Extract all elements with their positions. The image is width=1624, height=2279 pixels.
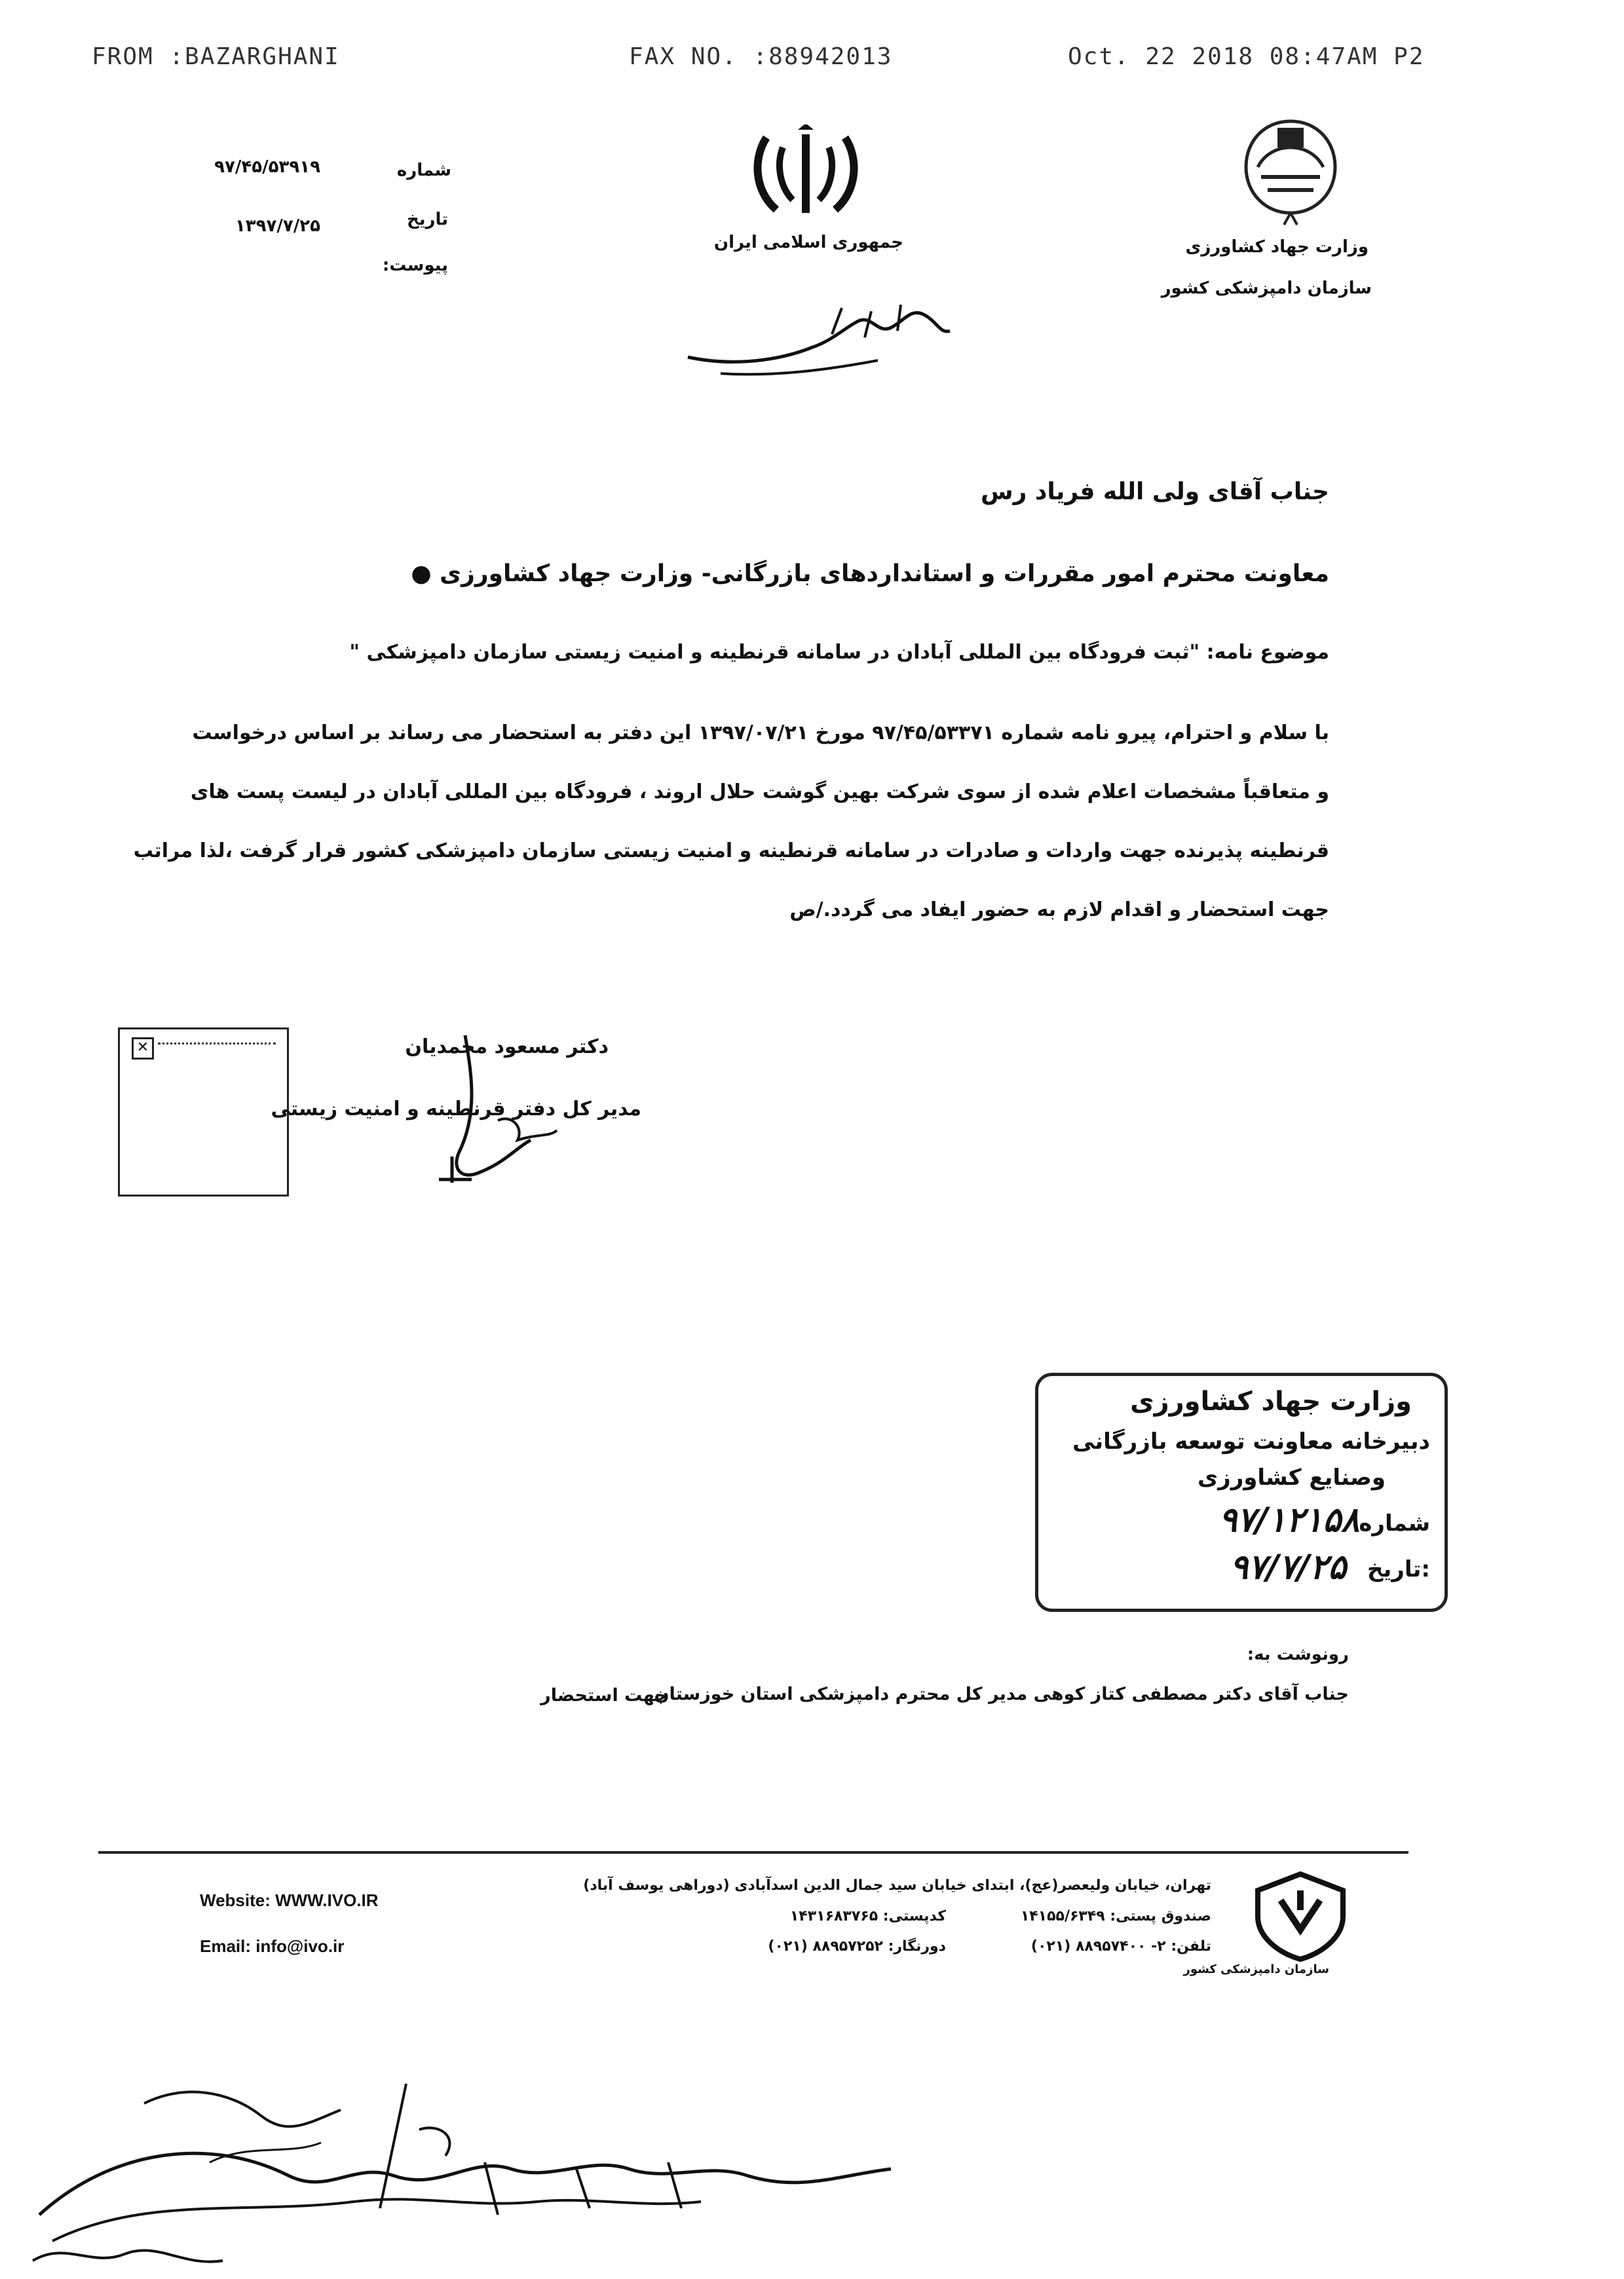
number-label: شماره bbox=[396, 161, 451, 180]
stamp-date-label: تاریخ: bbox=[1367, 1556, 1430, 1582]
body-line: قرنطینه پذیرنده جهت واردات و صادرات در سامانه قرنطینه و امنیت زیستی سازمان دامپزشکی کشور قرار گرفت ،لذا مراتب bbox=[133, 839, 1329, 862]
handwritten-note-icon bbox=[681, 295, 956, 387]
dotted-line bbox=[158, 1043, 276, 1044]
cc-recipient: جناب آقای دکتر مصطفی کتاز کوهی مدیر کل محترم دامپزشکی استان خوزستان bbox=[654, 1684, 1349, 1704]
footer-postcode: کدپستی: ۱۴۳۱۶۸۳۷۶۵ bbox=[789, 1908, 946, 1925]
org-name: سازمان دامپزشکی کشور bbox=[1161, 278, 1372, 298]
stamp-date: ۹۷/۷/۲۵ bbox=[1230, 1548, 1346, 1587]
footer-postbox: صندوق پستی: ۱۴۱۵۵/۶۳۴۹ bbox=[1020, 1908, 1211, 1925]
iran-emblem-icon bbox=[747, 124, 865, 229]
cc-label: رونوشت به: bbox=[1247, 1645, 1349, 1664]
letter-body bbox=[133, 714, 1329, 929]
date-label: تاریخ bbox=[407, 210, 448, 229]
footer-website: Website: WWW.IVO.IR bbox=[200, 1890, 379, 1910]
ministry-name: وزارت جهاد کشاورزی bbox=[1185, 237, 1369, 257]
footer-phone: تلفن: ۲- ۸۸۹۵۷۴۰۰ (۰۲۱) bbox=[1030, 1938, 1211, 1955]
registry-stamp bbox=[1035, 1373, 1448, 1612]
footer-fax: دورنگار: ۸۸۹۵۷۲۵۲ (۰۲۱) bbox=[768, 1938, 946, 1955]
letter-subject: موضوع نامه: "ثبت فرودگاه بین المللی آبادان در سامانه قرنطینه و امنیت زیستی سازمان دامپزشکی " bbox=[349, 641, 1329, 664]
body-line: و متعاقباً مشخصات اعلام شده از سوی شرکت بهین گوشت حلال اروند ، فرودگاه بین المللی آبادان در لیست پست های bbox=[190, 780, 1329, 803]
footer-email: Email: info@ivo.ir bbox=[200, 1936, 345, 1956]
footer-address: تهران، خیابان ولیعصر(عج)، ابتدای خیابان سید جمال الدین اسدآبادی (دوراهی یوسف آباد) bbox=[583, 1877, 1211, 1894]
footer-divider bbox=[98, 1851, 1408, 1854]
image-placeholder bbox=[118, 1027, 289, 1197]
signature-scribble-icon bbox=[426, 1022, 590, 1193]
stamp-number-label: شماره bbox=[1359, 1510, 1430, 1537]
recipient-name: جناب آقای ولی الله فریاد رس bbox=[980, 478, 1329, 505]
stamp-number: ۹۷/۱۲۱۵۸ bbox=[1218, 1501, 1359, 1540]
broken-image-icon: ✕ bbox=[132, 1037, 154, 1060]
jahad-logo-icon bbox=[1232, 115, 1350, 226]
stamp-line-2: دبیرخانه معاونت توسعه بازرگانی bbox=[1072, 1428, 1430, 1455]
body-line: با سلام و احترام، پیرو نامه شماره ۹۷/۴۵/۵۳۳۷۱ مورخ ۱۳۹۷/۰۷/۲۱ این دفتر به استحضار می رساند بر اساس درخواست bbox=[192, 721, 1329, 744]
attachment-label: پیوست: bbox=[382, 256, 448, 275]
fax-datetime: Oct. 22 2018 08:47AM P2 bbox=[1068, 43, 1425, 70]
emblem-caption: جمهوری اسلامی ایران bbox=[713, 233, 903, 252]
recipient-title: معاونت محترم امور مقررات و استانداردهای بازرگانی- وزارت جهاد کشاورزی ● bbox=[411, 560, 1329, 587]
stamp-line-3: وصنایع کشاورزی bbox=[1197, 1465, 1386, 1491]
cc-purpose: جهت استحضار bbox=[540, 1685, 668, 1706]
stamp-line-1: وزارت جهاد کشاورزی bbox=[1129, 1387, 1412, 1417]
fax-from: FROM :BAZARGHANI bbox=[92, 43, 340, 70]
ivo-logo-icon bbox=[1245, 1864, 1356, 1963]
fax-number: FAX NO. :88942013 bbox=[629, 43, 893, 70]
letter-number: ۹۷/۴۵/۵۳۹۱۹ bbox=[214, 157, 320, 177]
footer-logo-caption: سازمان دامپزشکی کشور bbox=[1183, 1963, 1329, 1976]
handwritten-signature-icon bbox=[13, 2044, 983, 2279]
body-line: جهت استحضار و اقدام لازم به حضور ایفاد می گردد./ص bbox=[789, 898, 1329, 921]
signatory-name: دکتر مسعود محمدیان bbox=[405, 1035, 609, 1058]
signatory-title: مدیر کل دفتر قرنطینه و امنیت زیستی bbox=[271, 1098, 641, 1120]
letter-date: ۱۳۹۷/۷/۲۵ bbox=[235, 216, 320, 236]
